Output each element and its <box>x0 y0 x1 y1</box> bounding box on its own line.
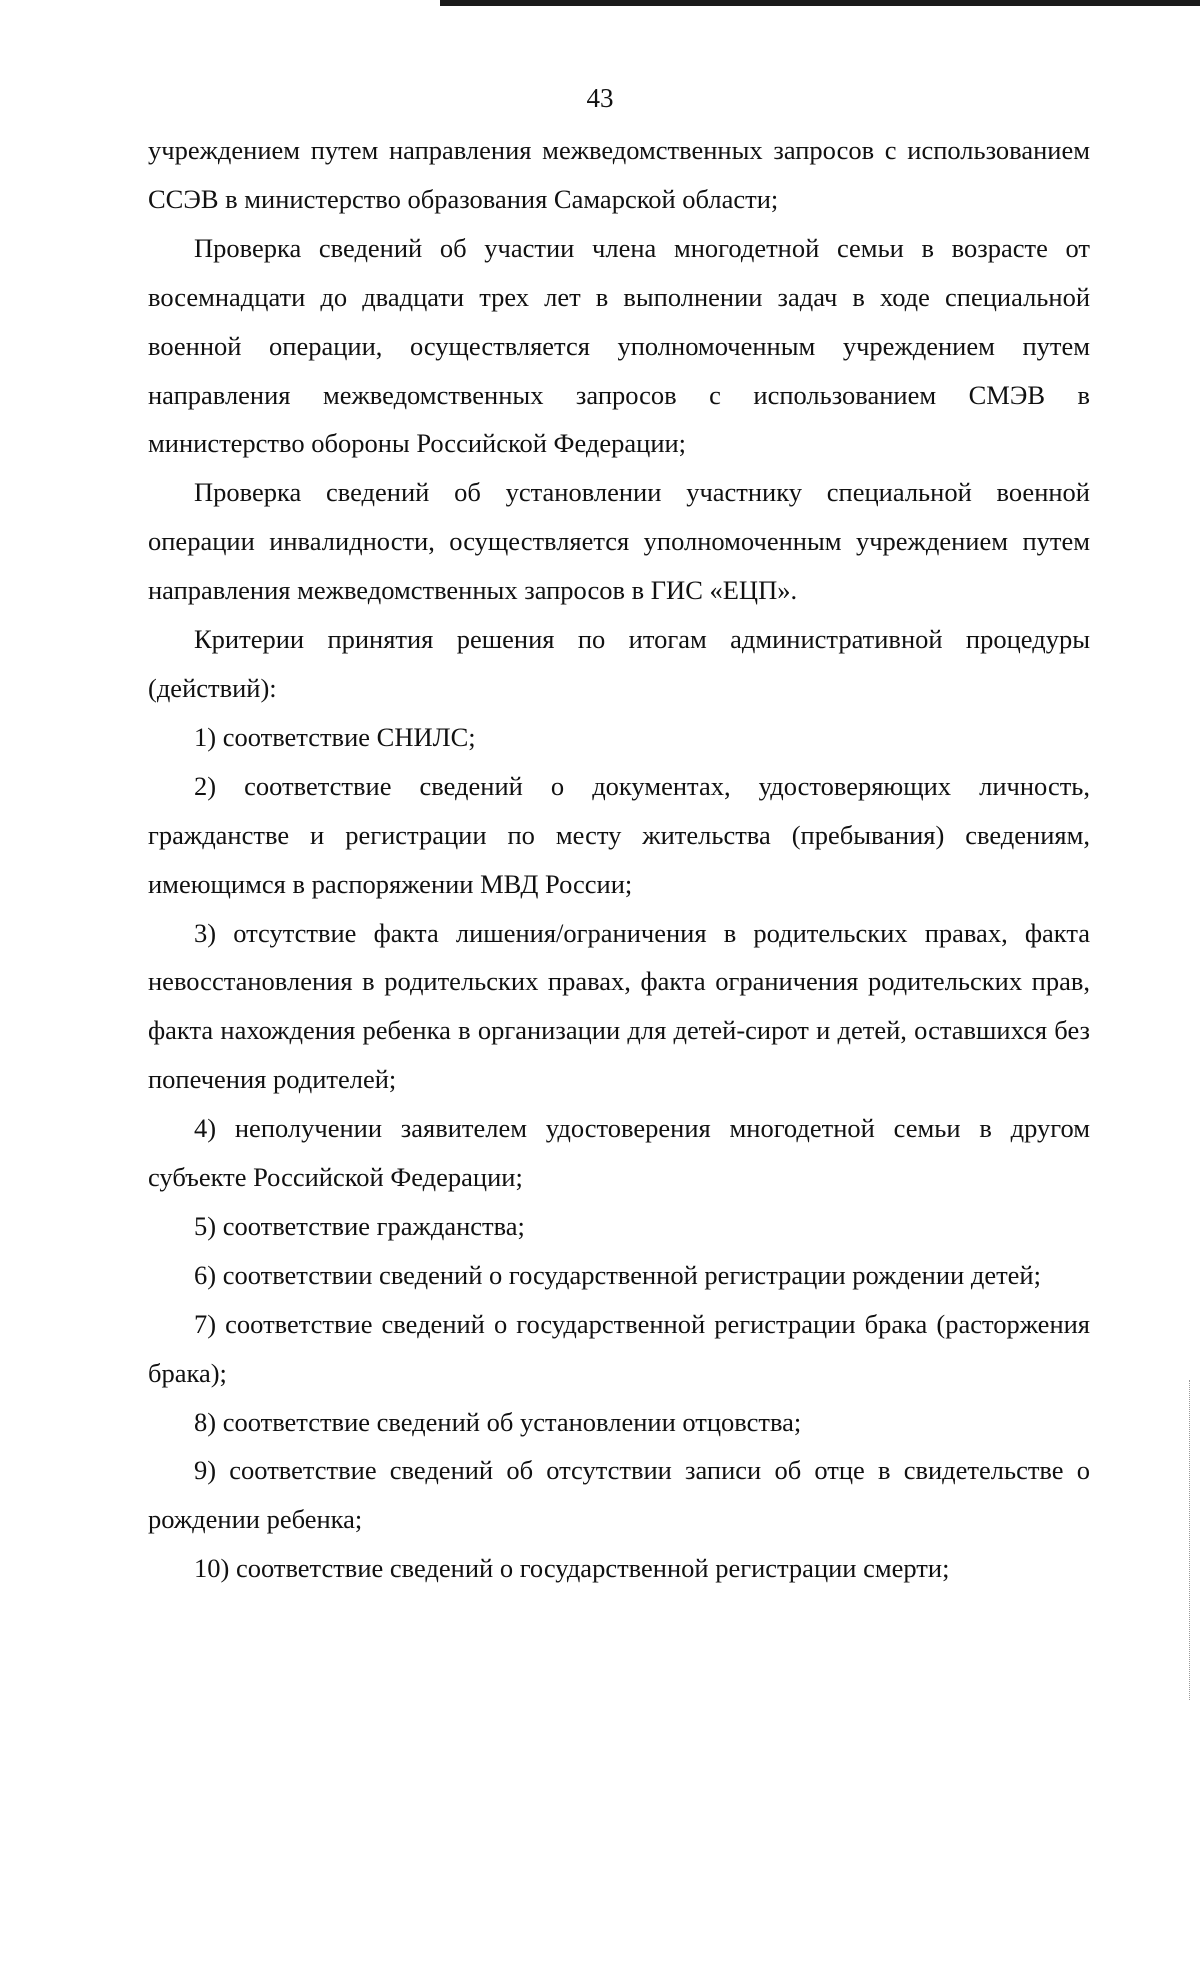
paragraph-svo-family-member-check: Проверка сведений об участии члена многодетной семьи в возрасте от восемнадцати до двадцати трех лет в выполнении задач в ходе специальной военной операции, осуществляется уполномоченным учреждением путем направления межведомственных запросов с использованием СМЭВ в министерство обороны Российской Федерации; <box>148 232 1090 459</box>
page-number: 43 <box>586 83 614 113</box>
criterion-item: 2) соответствие сведений о документах, удостоверяющих личность, гражданстве и регистрации по месту жительства (пребывания) сведениям, имеющимся в распоряжении МВД России; <box>148 770 1090 899</box>
criterion-item: 5) соответствие гражданства; <box>194 1210 525 1241</box>
criterion-item: 8) соответствие сведений об установлении отцовства; <box>194 1406 802 1437</box>
scan-top-edge <box>440 0 1200 6</box>
paragraph-decision-criteria: Критерии принятия решения по итогам административной процедуры (действий): <box>148 624 1090 703</box>
criterion-item: 6) соответствии сведений о государственной регистрации рождении детей; <box>194 1259 1041 1290</box>
paragraph-disability-check: Проверка сведений об установлении участнику специальной военной операции инвалидности, осуществляется уполномоченным учреждением путем направления межведомственных запросов в ГИС «ЕЦП». <box>148 477 1090 606</box>
criterion-item: 7) соответствие сведений о государственной регистрации брака (расторжения брака); <box>148 1308 1090 1388</box>
scan-right-edge <box>1188 1380 1190 1700</box>
criterion-item: 9) соответствие сведений об отсутствии записи об отце в свидетельстве о рождении ребенка; <box>148 1455 1090 1535</box>
criterion-item: 1) соответствие СНИЛС; <box>194 721 476 752</box>
criterion-item: 3) отсутствие факта лишения/ограничения в родительских правах, факта невосстановления в родительских правах, факта ограничения родительских прав, факта нахождения ребенка в организации для детей-сирот и детей, оставшихся без попечения родителей; <box>148 917 1090 1095</box>
criterion-item: 10) соответствие сведений о государственной регистрации смерти; <box>194 1553 950 1584</box>
criterion-item: 4) неполучении заявителем удостоверения многодетной семьи в другом субъекте Российской Федерации; <box>148 1113 1090 1193</box>
document-body <box>148 126 1090 1593</box>
paragraph-continuation: учреждением путем направления межведомственных запросов с использованием ССЭВ в министерство образования Самарской области; <box>148 135 1090 214</box>
